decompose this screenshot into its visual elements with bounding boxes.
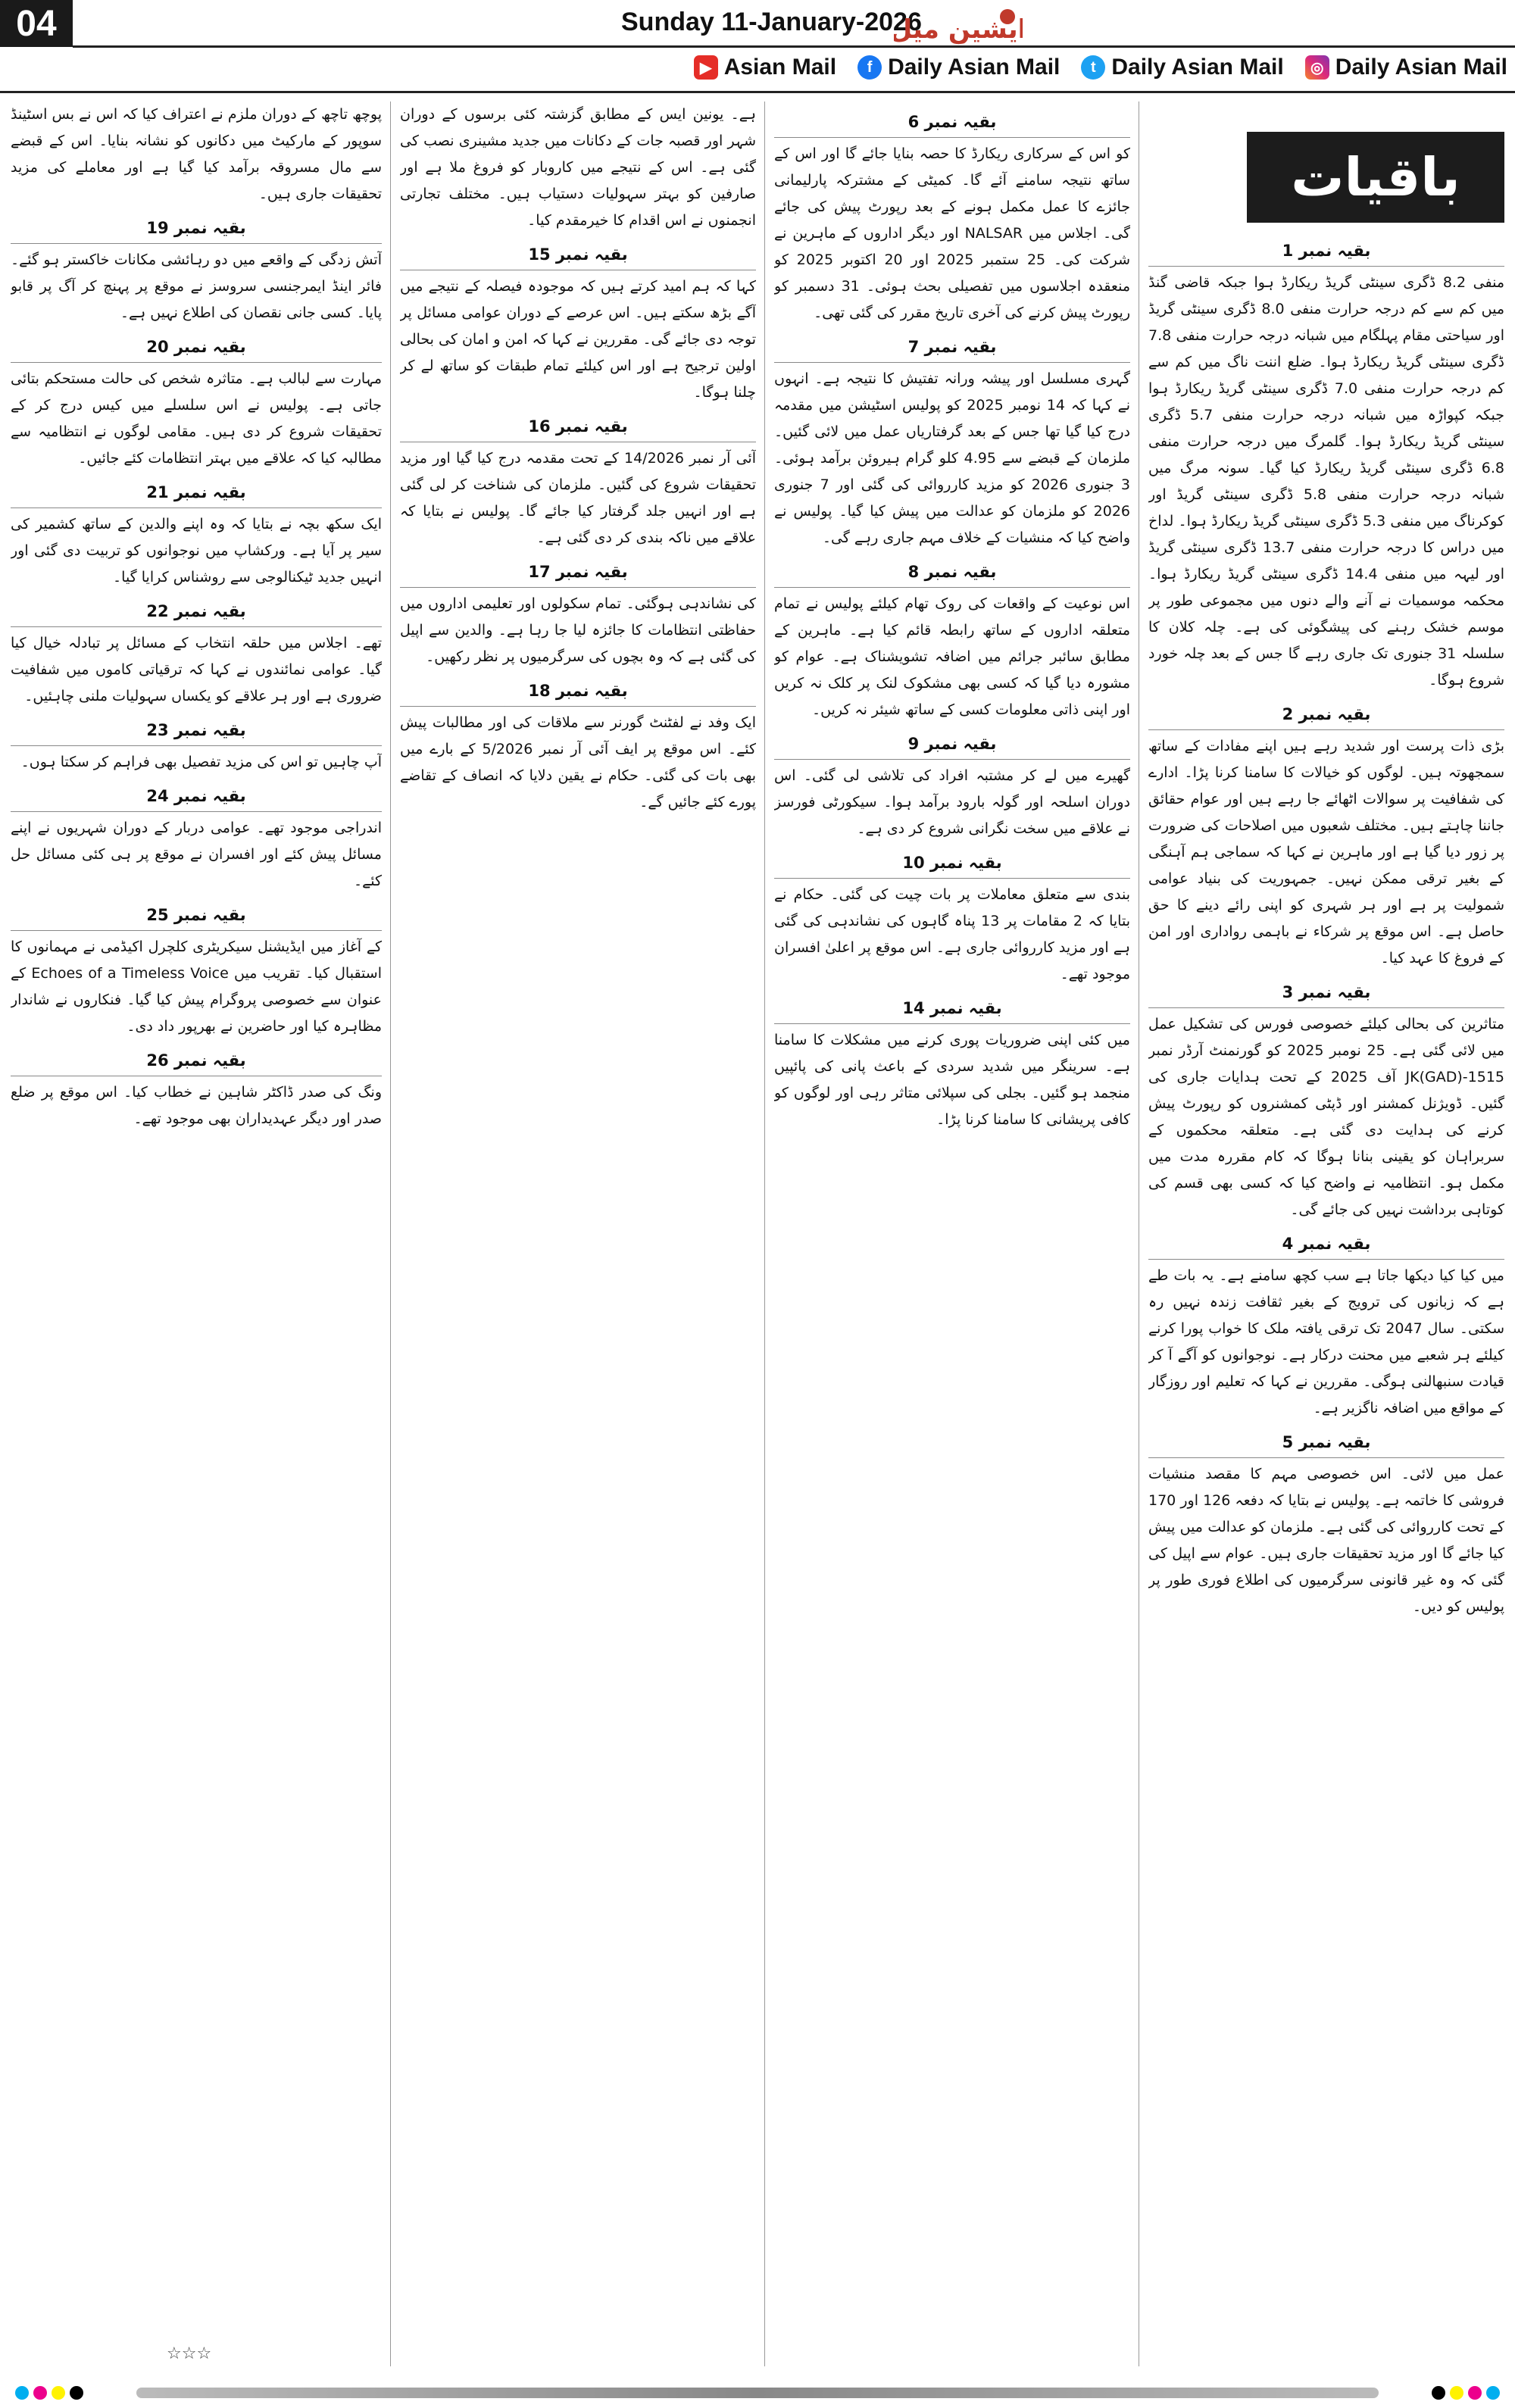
continuation-heading: بقیہ نمبر 1 <box>1148 238 1504 267</box>
article-paragraph: کی نشاندہی ہوگئی۔ تمام سکولوں اور تعلیمی اداروں میں حفاظتی انتظامات کا جائزہ لیا جا رہا ہے۔ والدین سے اپیل کی گئی ہے کہ وہ بچوں کی سرگرمیوں پر نظر رکھیں۔ <box>400 595 756 665</box>
continuation-heading: بقیہ نمبر 3 <box>1148 979 1504 1008</box>
continuation-heading: بقیہ نمبر 20 <box>11 334 382 363</box>
continuation-heading: بقیہ نمبر 6 <box>774 109 1130 138</box>
article-paragraph: متاثرین کی بحالی کیلئے خصوصی فورس کی تشکیل عمل میں لائی گئی ہے۔ 25 نومبر 2025 کو گورنمنٹ آرڈر نمبر 1515-JK(GAD) آف 2025 کے تحت ہدایات جاری کی گئیں۔ ڈویژنل کمشنر اور ڈپٹی کمشنروں کو رپورٹ پیش کرنے کی ہدایت دی گئی ہے۔ متعلقہ محکموں کے سربراہان کو یقینی بنانا ہوگا کہ کام مقررہ مدت میں مکمل ہو۔ انتظامیہ نے واضح کیا کہ کسی بھی قسم کی کوتاہی برداشت نہیں کی جائے گی۔ <box>1148 1016 1504 1218</box>
continuation-heading: بقیہ نمبر 25 <box>11 902 382 931</box>
social-facebook[interactable] <box>857 55 1060 80</box>
footer-bar <box>0 2378 1515 2408</box>
color-registration-left <box>15 2386 83 2400</box>
continuation-heading: بقیہ نمبر 16 <box>400 414 756 442</box>
continuation-heading: بقیہ نمبر 10 <box>774 850 1130 879</box>
continuation-heading: بقیہ نمبر 19 <box>11 215 382 244</box>
article-paragraph: آتش زدگی کے واقعے میں دو رہائشی مکانات خاکستر ہو گئے۔ فائر اینڈ ایمرجنسی سروسز نے موقع پر پہنچ کر آگ پر قابو پایا۔ کسی جانی نقصان کی اطلاع نہیں ہے۔ <box>11 251 382 321</box>
column-1 <box>1148 102 1504 2366</box>
youtube-icon: ▶ <box>694 55 718 80</box>
instagram-icon: ◎ <box>1305 55 1329 80</box>
header-rule <box>73 45 1515 48</box>
article-paragraph: منفی 8.2 ڈگری سینٹی گریڈ ریکارڈ ہوا جبکہ قاضی گنڈ میں کم سے کم درجہ حرارت منفی 8.0 ڈگری سینٹی گریڈ اور سیاحتی مقام پہلگام میں شبانہ درجہ حرارت منفی 7.8 ڈگری سینٹی گریڈ ریکارڈ ہوا۔ ضلع اننت ناگ میں کم سے کم درجہ حرارت منفی 7.0 ڈگری سینٹی گریڈ ریکارڈ ہوا جبکہ کپواڑہ میں شبانہ درجہ حرارت منفی 5.7 ڈگری سینٹی گریڈ ریکارڈ ہوا۔ گلمرگ میں درجہ حرارت منفی 6.8 ڈگری سینٹی گریڈ ریکارڈ کیا گیا۔ سونہ مرگ میں شبانہ درجہ حرارت منفی 5.8 ڈگری سینٹی گریڈ اور کوکرناگ میں منفی 5.3 ڈگری سینٹی گریڈ ریکارڈ ہوا۔ لداخ میں دراس کا درجہ حرارت منفی 13.7 ڈگری سینٹی گریڈ اور لیہہ میں منفی 14.4 ڈگری سینٹی گریڈ ریکارڈ ہوا۔ محکمہ موسمیات نے آنے والے دنوں میں مجموعی طور پر موسم خشک رہنے کی پیشگوئی کی ہے۔ چلہ کلان کا سلسلہ 31 جنوری تک جاری رہے گا جس کے بعد چلہ خورد شروع ہوگا۔ <box>1148 274 1504 689</box>
page-number: 04 <box>0 0 73 47</box>
color-registration-right <box>1432 2386 1500 2400</box>
social-label: Daily Asian Mail <box>1111 55 1284 80</box>
social-instagram[interactable] <box>1305 55 1507 80</box>
column-divider <box>764 102 765 2366</box>
social-label: Asian Mail <box>723 55 837 80</box>
column-3 <box>400 102 756 2366</box>
continuation-heading: بقیہ نمبر 26 <box>11 1048 382 1076</box>
issue-date: Sunday 11-January-2026 <box>621 8 922 36</box>
article-paragraph: مہارت سے لبالب ہے۔ متاثرہ شخص کی حالت مستحکم بتائی جاتی ہے۔ پولیس نے اس سلسلے میں کیس درج کر کے تحقیقات شروع کر دی ہیں۔ مقامی لوگوں نے انتظامیہ سے مطالبہ کیا کہ علاقے میں بہتر انتظامات کئے جائیں۔ <box>11 370 382 467</box>
article-paragraph: بندی سے متعلق معاملات پر بات چیت کی گئی۔ حکام نے بتایا کہ 2 مقامات پر 13 پناہ گاہوں کی نشاندہی کی گئی ہے اور مزید کارروائی جاری ہے۔ اس موقع پر اعلیٰ افسران موجود تھے۔ <box>774 886 1130 982</box>
section-title: باقیات <box>1247 132 1504 223</box>
column-4 <box>11 102 382 2366</box>
article-paragraph: آئی آر نمبر 14/2026 کے تحت مقدمہ درج کیا گیا اور مزید تحقیقات شروع کی گئیں۔ ملزمان کی شناخت کر لی گئی ہے اور انہیں جلد گرفتار کیا جائے گا۔ پولیس نے بتایا کہ علاقے میں ناکہ بندی کر دی گئی ہے۔ <box>400 450 756 546</box>
logo-text: ایشین میل <box>894 14 1023 45</box>
footer-stripe <box>136 2388 1379 2398</box>
article-paragraph: آپ چاہیں تو اس کی مزید تفصیل بھی فراہم کر سکتا ہوں۔ <box>20 754 382 770</box>
article-paragraph: گہری مسلسل اور پیشہ ورانہ تفتیش کا نتیجہ ہے۔ انہوں نے کہا کہ 14 نومبر 2025 کو پولیس اسٹیشن میں مقدمہ درج کیا گیا تھا جس کے بعد گرفتاریاں عمل میں لائی گئیں۔ ملزمان کے قبضے سے 4.95 کلو گرام ہیروئن برآمد ہوئی۔ 3 جنوری 2026 کو مزید کارروائی کی گئی اور 7 جنوری 2026 کو ملزمان کو عدالت میں پیش کیا گیا۔ پولیس نے واضح کیا کہ منشیات کے خلاف مہم جاری رہے گی۔ <box>774 370 1130 546</box>
article-paragraph: بڑی ذات پرست اور شدید رہے ہیں اپنے مفادات کے ساتھ سمجھوتہ ہیں۔ لوگوں کو خیالات کا سامنا کرنا پڑا۔ ادارے کی شفافیت پر سوالات اٹھائے جا رہے ہیں اور عوام حقائق جاننا چاہتے ہیں۔ مختلف شعبوں میں اصلاحات کی ضرورت پر زور دیا گیا ہے اور ماہرین نے کہا کہ سماجی ہم آہنگی کے بغیر ترقی ممکن نہیں۔ جمہوریت کی بنیاد عوامی شمولیت پر ہے اور ہر شہری کو اپنی رائے دینے کا حق حاصل ہے۔ اس موقع پر شرکاء نے باہمی رواداری اور امن کے فروغ کا عہد کیا۔ <box>1148 738 1504 967</box>
article-paragraph: تھے۔ اجلاس میں حلقہ انتخاب کے مسائل پر تبادلہ خیال کیا گیا۔ عوامی نمائندوں نے کہا کہ ترقیاتی کاموں میں شفافیت ضروری ہے اور ہر علاقے کو یکساں سہولیات ملنی چاہئیں۔ <box>11 635 382 704</box>
article-paragraph: ونگ کی صدر ڈاکٹر شاہین نے خطاب کیا۔ اس موقع پر ضلع صدر اور دیگر عہدیداران بھی موجود تھے۔ <box>11 1084 382 1127</box>
continuation-heading: بقیہ نمبر 4 <box>1148 1231 1504 1260</box>
article-paragraph: اس نوعیت کے واقعات کی روک تھام کیلئے پولیس نے تمام متعلقہ اداروں کے ساتھ رابطہ قائم کیا ہے۔ ماہرین کے مطابق سائبر جرائم میں اضافہ تشویشناک ہے۔ عوام کو مشورہ دیا گیا کہ کسی بھی مشکوک لنک پر کلک نہ کریں اور اپنی ذاتی معلومات کسی کے ساتھ شیئر نہ کریں۔ <box>774 595 1130 718</box>
article-paragraph: میں کئی اپنی ضروریات پوری کرنے میں مشکلات کا سامنا ہے۔ سرینگر میں شدید سردی کے باعث پانی کی پائپیں منجمد ہو گئیں۔ بجلی کی سپلائی متاثر رہی اور لوگوں کو کافی پریشانی کا سامنا کرنا پڑا۔ <box>774 1032 1130 1128</box>
column-2 <box>774 102 1130 2366</box>
twitter-icon: t <box>1081 55 1105 80</box>
header-bottom-rule <box>0 91 1515 93</box>
social-label: Daily Asian Mail <box>1335 55 1507 80</box>
continuation-heading: بقیہ نمبر 9 <box>774 731 1130 760</box>
article-paragraph: کے آغاز میں ایڈیشنل سیکریٹری کلچرل اکیڈمی نے مہمانوں کا استقبال کیا۔ تقریب میں Echoes of a Timeless Voice کے عنوان سے خصوصی پروگرام پیش کیا گیا۔ فنکاروں نے شاندار مظاہرہ کیا اور حاضرین نے بھرپور داد دی۔ <box>11 939 382 1035</box>
continuation-heading: بقیہ نمبر 22 <box>11 598 382 627</box>
social-youtube[interactable] <box>694 55 836 80</box>
social-twitter[interactable] <box>1081 55 1283 80</box>
end-mark: ☆☆☆ <box>167 2344 212 2363</box>
continuation-heading: بقیہ نمبر 2 <box>1148 701 1504 730</box>
continuation-heading: بقیہ نمبر 23 <box>11 717 382 746</box>
article-paragraph: اندراجی موجود تھے۔ عوامی دربار کے دوران شہریوں نے اپنے مسائل پیش کئے اور افسران نے موقع پر ہی کئی مسائل حل کئے۔ <box>11 820 382 889</box>
continuation-heading: بقیہ نمبر 8 <box>774 559 1130 588</box>
continuation-heading: بقیہ نمبر 18 <box>400 678 756 707</box>
continuation-heading: بقیہ نمبر 21 <box>11 479 382 508</box>
social-label: Daily Asian Mail <box>888 55 1060 80</box>
masthead <box>0 0 1515 97</box>
article-columns <box>11 102 1504 2366</box>
continuation-heading: بقیہ نمبر 17 <box>400 559 756 588</box>
article-paragraph: میں کیا کیا دیکھا جاتا ہے سب کچھ سامنے ہے۔ یہ بات طے ہے کہ زبانوں کی ترویج کے بغیر ثقافت زندہ نہیں رہ سکتی۔ سال 2047 تک ترقی یافتہ ملک کا خواب پورا کرنے کیلئے ہر شعبے میں محنت درکار ہے۔ نوجوانوں کو آگے آ کر قیادت سنبھالنی ہوگی۔ مقررین نے کہا کہ تعلیم اور روزگار کے مواقع میں اضافہ ناگزیر ہے۔ <box>1148 1267 1504 1416</box>
article-paragraph: پوچھ تاچھ کے دوران ملزم نے اعتراف کیا کہ اس نے بس اسٹینڈ سوپور کے مارکیٹ میں دکانوں کو نشانہ بنایا۔ اس کے قبضے سے مال مسروقہ برآمد کیا گیا ہے اور معاملے کی مزید تحقیقات جاری ہیں۔ <box>11 106 382 202</box>
facebook-icon: f <box>857 55 882 80</box>
continuation-heading: بقیہ نمبر 24 <box>11 783 382 812</box>
social-links <box>694 55 1507 80</box>
article-paragraph: عمل میں لائی۔ اس خصوصی مہم کا مقصد منشیات فروشی کا خاتمہ ہے۔ پولیس نے بتایا کہ دفعہ 126 اور 170 کے تحت کارروائی کی گئی ہے۔ ملزمان کو عدالت میں پیش کیا جائے گا اور مزید تحقیقات جاری ہیں۔ عوام سے اپیل کی گئی کہ وہ غیر قانونی سرگرمیوں کی اطلاع فوری طور پر پولیس کو دیں۔ <box>1148 1466 1504 1615</box>
continuation-heading: بقیہ نمبر 14 <box>774 995 1130 1024</box>
article-paragraph: گھیرے میں لے کر مشتبہ افراد کی تلاشی لی گئی۔ اس دوران اسلحہ اور گولہ بارود برآمد ہوا۔ سیکورٹی فورسز نے علاقے میں سخت نگرانی شروع کر دی ہے۔ <box>774 767 1130 837</box>
article-paragraph: ہے۔ یونین ایس کے مطابق گزشتہ کئی برسوں کے دوران شہر اور قصبہ جات کے دکانات میں جدید مشینری نصب کی گئی ہے۔ اس کے نتیجے میں کاروبار کو فروغ ملا ہے اور صارفین کو بہتر سہولیات دستیاب ہیں۔ مختلف تجارتی انجمنوں نے اس اقدام کا خیرمقدم کیا۔ <box>400 106 756 229</box>
article-paragraph: ایک وفد نے لفٹنٹ گورنر سے ملاقات کی اور مطالبات پیش کئے۔ اس موقع پر ایف آئی آر نمبر 5/2026 کے بارے میں بھی بات کی گئی۔ حکام نے یقین دلایا کہ انصاف کے تقاضے پورے کئے جائیں گے۔ <box>400 714 756 810</box>
article-paragraph: کو اس کے سرکاری ریکارڈ کا حصہ بنایا جائے گا اور اس کے ساتھ نتیجہ سامنے آئے گا۔ کمیٹی کے مشترکہ پارلیمانی جائزے کا عمل مکمل ہونے کے بعد رپورٹ پیش کی جائے گی۔ اجلاس میں NALSAR اور دیگر اداروں کے ماہرین نے شرکت کی۔ 25 ستمبر 2025 اور 20 اکتوبر 2025 کو منعقدہ اجلاسوں میں تفصیلی بحث ہوئی۔ 31 دسمبر کو رپورٹ پیش کرنے کی آخری تاریخ مقرر کی گئی تھی۔ <box>774 145 1130 321</box>
article-paragraph: ایک سکھ بچہ نے بتایا کہ وہ اپنے والدین کے ساتھ کشمیر کی سیر پر آیا ہے۔ ورکشاپ میں نوجوانوں کو تربیت دی گئی اور انہیں جدید ٹیکنالوجی سے روشناس کرایا گیا۔ <box>11 516 382 586</box>
continuation-heading: بقیہ نمبر 7 <box>774 334 1130 363</box>
continuation-heading: بقیہ نمبر 5 <box>1148 1429 1504 1458</box>
continuation-heading: بقیہ نمبر 15 <box>400 242 756 270</box>
article-paragraph: کہا کہ ہم امید کرتے ہیں کہ موجودہ فیصلہ کے نتیجے میں آگے بڑھ سکتے ہیں۔ اس عرصے کے دوران عوامی مسائل پر توجہ دی جائے گی۔ مقررین نے کہا کہ امن و امان کی بحالی اولین ترجیح ہے اور اس کیلئے تمام طبقات کو ساتھ لے کر چلنا ہوگا۔ <box>400 278 756 401</box>
column-divider <box>390 102 391 2366</box>
